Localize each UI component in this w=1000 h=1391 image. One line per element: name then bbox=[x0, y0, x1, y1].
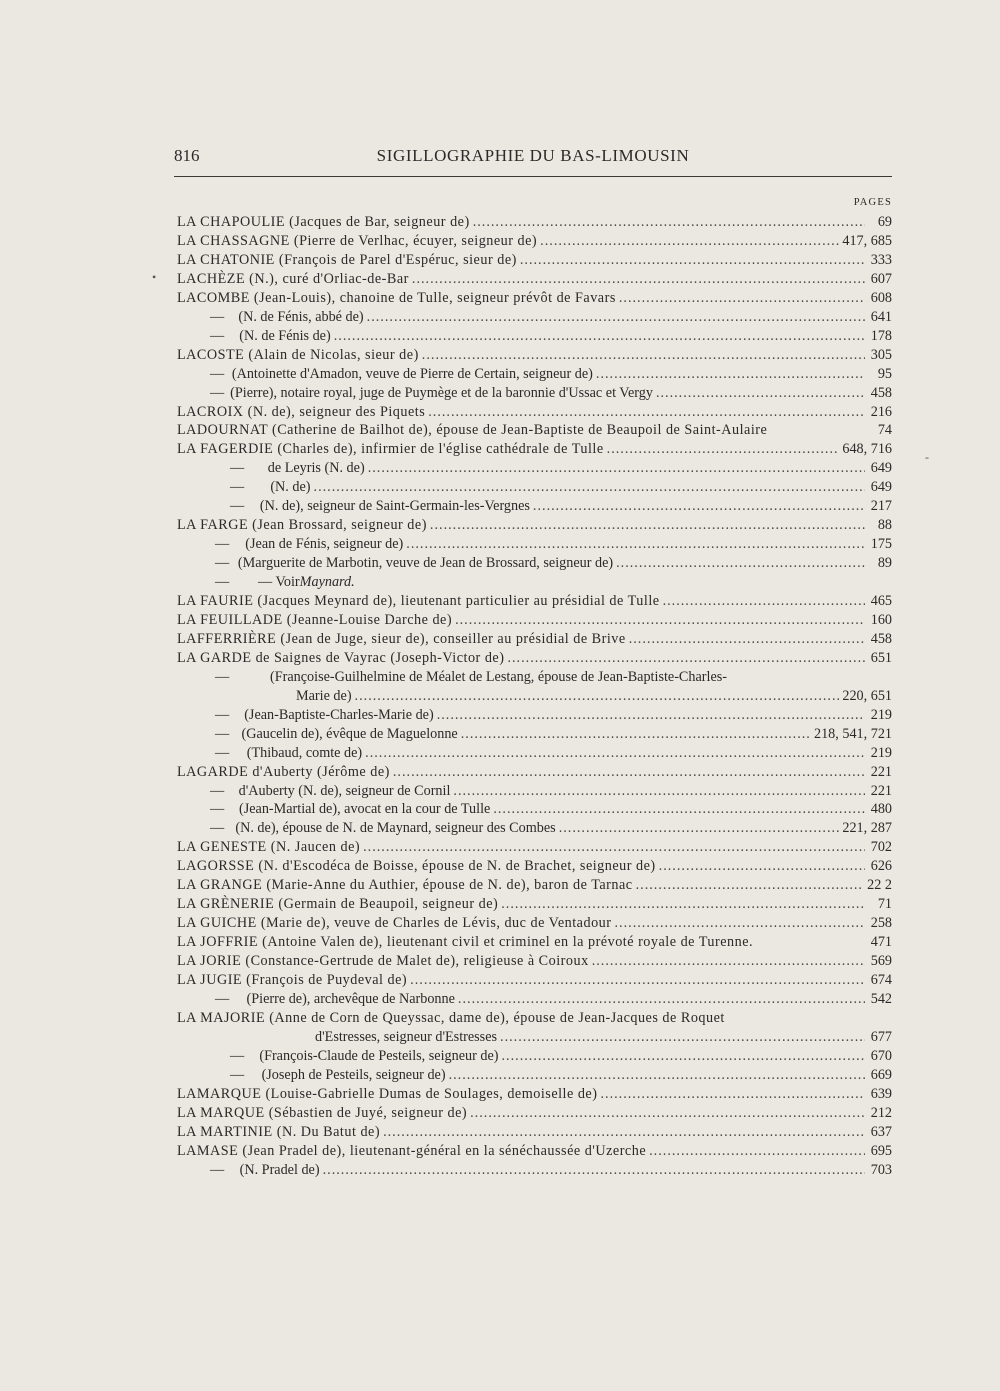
leader-dots bbox=[596, 364, 865, 384]
entry-text: LACOSTE (Alain de Nicolas, sieur de) bbox=[177, 346, 419, 363]
index-entry bbox=[177, 269, 892, 289]
repeat-dash: — bbox=[230, 460, 245, 477]
leader-dots bbox=[323, 1160, 865, 1180]
entry-text: LA JOFFRIE (Antoine Valen de), lieutenant civil et criminel en la prévoté royale de Turenne. bbox=[177, 934, 754, 951]
entry-text: d'Estresses, seigneur d'Estresses bbox=[315, 1028, 498, 1045]
leader-dots bbox=[663, 591, 865, 611]
leader-dots bbox=[559, 818, 840, 838]
page-reference: 212 bbox=[870, 1104, 892, 1121]
leader-dots bbox=[500, 1027, 865, 1047]
leader-dots bbox=[422, 345, 865, 365]
index-subentry bbox=[210, 799, 892, 819]
page-reference: 74 bbox=[877, 422, 892, 439]
index-entry bbox=[177, 648, 892, 668]
leader-dots bbox=[368, 458, 865, 478]
entry-text: de Leyris (N. de) bbox=[267, 460, 365, 477]
page-reference: 219 bbox=[870, 706, 892, 723]
index-entry bbox=[177, 1008, 892, 1028]
page-reference: 637 bbox=[870, 1123, 892, 1140]
page-reference: 695 bbox=[870, 1142, 892, 1159]
page-reference: 458 bbox=[870, 630, 892, 647]
entry-text: LA JUGIE (François de Puydeval de) bbox=[177, 972, 408, 988]
index-entry bbox=[177, 932, 892, 952]
page-header bbox=[172, 146, 894, 168]
index-entry bbox=[177, 231, 892, 251]
page-reference: 221 bbox=[870, 763, 892, 780]
leader-dots bbox=[383, 1122, 865, 1142]
index-subentry bbox=[230, 477, 892, 497]
repeat-dash: — bbox=[230, 479, 245, 496]
page-reference: 480 bbox=[870, 801, 892, 818]
page-reference: 220, 651 bbox=[842, 687, 892, 704]
index-entry bbox=[177, 288, 892, 308]
index-entry-continuation bbox=[315, 1027, 892, 1047]
index-entry bbox=[177, 875, 892, 895]
leader-dots bbox=[533, 496, 865, 516]
index-subentry bbox=[215, 553, 892, 573]
entry-text: (Thibaud, comte de) bbox=[246, 744, 363, 761]
page-reference: 648, 716 bbox=[842, 441, 892, 458]
index-subentry bbox=[215, 667, 892, 687]
entry-text: (Françoise-Guilhelmine de Méalet de Lestang, épouse de Jean-Baptiste-Charles- bbox=[270, 668, 727, 685]
page-reference: 608 bbox=[870, 289, 892, 306]
index-subentry bbox=[210, 818, 892, 838]
leader-dots bbox=[493, 799, 865, 819]
repeat-dash: — bbox=[215, 990, 230, 1007]
repeat-dash: — bbox=[230, 1066, 245, 1083]
repeat-dash: — bbox=[210, 327, 225, 344]
repeat-dash: — bbox=[230, 498, 245, 515]
repeat-dash: — bbox=[210, 820, 225, 837]
pages-column-label: PAGES bbox=[853, 197, 892, 208]
entry-text: LA FAGERDIE (Charles de), infirmier de l'église cathédrale de Tulle bbox=[177, 441, 604, 458]
index-subentry bbox=[215, 989, 892, 1009]
margin-mark: • bbox=[152, 270, 157, 284]
entry-text: (N. de) bbox=[270, 479, 311, 496]
index-entry bbox=[177, 610, 892, 630]
index-entry bbox=[177, 894, 892, 914]
index-subentry bbox=[210, 307, 892, 327]
index-subentry bbox=[230, 496, 892, 516]
index-entry bbox=[177, 837, 892, 857]
index-entry bbox=[177, 345, 892, 365]
page-reference: 702 bbox=[870, 839, 892, 856]
entry-text: (Antoinette d'Amadon, veuve de Pierre de Certain, seigneur de) bbox=[231, 365, 593, 382]
repeat-dash: — bbox=[215, 555, 230, 572]
entry-text: LA MAJORIE (Anne de Corn de Queyssac, dame de), épouse de Jean-Jacques de Roquet bbox=[177, 1009, 725, 1026]
leader-dots bbox=[428, 402, 865, 422]
repeat-dash: — bbox=[215, 725, 230, 742]
page-reference: 674 bbox=[870, 972, 892, 988]
page-reference: 258 bbox=[870, 915, 892, 932]
entry-text: (Jean-Martial de), avocat en la cour de Tulle bbox=[238, 801, 491, 818]
leader-dots bbox=[619, 288, 865, 308]
entry-text: LA CHASSAGNE (Pierre de Verlhac, écuyer, seigneur de) bbox=[177, 232, 538, 249]
page-reference: 569 bbox=[870, 953, 892, 970]
entry-text: (Jean-Baptiste-Charles-Marie de) bbox=[244, 706, 434, 723]
leader-dots bbox=[502, 1046, 866, 1066]
index-subentry bbox=[215, 705, 892, 725]
entry-text: (Pierre), notaire royal, juge de Puymège et de la baronnie d'Ussac et Vergy bbox=[230, 384, 653, 401]
repeat-dash: — bbox=[230, 1047, 245, 1064]
running-title: SIGILLOGRAPHIE DU BAS-LIMOUSIN bbox=[376, 146, 690, 165]
leader-dots bbox=[607, 439, 840, 459]
entry-text: LA FEUILLADE (Jeanne-Louise Darche de) bbox=[177, 611, 453, 628]
entry-text: LA CHAPOULIE (Jacques de Bar, seigneur de) bbox=[177, 214, 470, 230]
index-subentry bbox=[230, 458, 892, 478]
index-entry-continuation bbox=[296, 686, 892, 706]
page-number: 816 bbox=[174, 146, 200, 165]
entry-text: LAFFERRIÈRE (Jean de Juge, sieur de), conseiller au présidial de Brive bbox=[177, 630, 626, 647]
index-entry bbox=[177, 1084, 892, 1104]
index-subentry bbox=[210, 383, 892, 403]
index-subentry bbox=[215, 743, 892, 763]
leader-dots bbox=[501, 894, 865, 914]
page-reference: 216 bbox=[870, 403, 892, 420]
leader-dots bbox=[636, 875, 865, 895]
repeat-dash: — bbox=[215, 744, 230, 761]
entry-text: (Pierre de), archevêque de Narbonne bbox=[246, 990, 455, 1007]
entry-text: LA FARGE (Jean Brossard, seigneur de) bbox=[177, 517, 427, 534]
entry-text: (Jean de Fénis, seigneur de) bbox=[245, 536, 404, 553]
index-entry bbox=[177, 591, 892, 611]
entry-text: LACROIX (N. de), seigneur des Piquets bbox=[177, 403, 426, 420]
page-reference: 670 bbox=[870, 1047, 892, 1064]
entry-text: LA GARDE de Saignes de Vayrac (Joseph-Victor de) bbox=[177, 649, 505, 666]
page-reference: 218, 541, 721 bbox=[813, 725, 892, 742]
index-subentry bbox=[230, 1065, 892, 1085]
leader-dots bbox=[507, 648, 865, 668]
page-reference: 333 bbox=[870, 251, 892, 268]
leader-dots bbox=[470, 1103, 865, 1123]
page-reference: 651 bbox=[870, 649, 892, 666]
page-reference: 217 bbox=[870, 498, 892, 515]
index-entry bbox=[177, 1141, 892, 1161]
page-reference: 458 bbox=[870, 384, 892, 401]
index-entry bbox=[177, 515, 892, 535]
page-reference: 175 bbox=[870, 536, 892, 553]
leader-dots bbox=[412, 269, 865, 289]
page-reference: 219 bbox=[870, 744, 892, 761]
page-reference: 677 bbox=[870, 1028, 892, 1045]
page-reference: 88 bbox=[877, 517, 892, 534]
index-entry bbox=[177, 1122, 892, 1142]
entry-text: d'Auberty (N. de), seigneur de Cornil bbox=[238, 782, 451, 799]
page-reference: 221, 287 bbox=[842, 820, 892, 837]
leader-dots bbox=[461, 724, 811, 744]
leader-dots bbox=[649, 1141, 865, 1161]
repeat-dash: — bbox=[210, 308, 225, 325]
index-entry bbox=[177, 913, 892, 933]
leader-dots bbox=[592, 951, 865, 971]
page-reference: 641 bbox=[870, 308, 892, 325]
repeat-dash: — bbox=[210, 384, 225, 401]
index-subentry bbox=[215, 724, 892, 744]
entry-text: LA GRÈNERIE (Germain de Beaupoil, seigneur de) bbox=[177, 896, 499, 913]
index-subentry bbox=[210, 1160, 892, 1180]
entry-text: (N. de), épouse de N. de Maynard, seigneur des Combes bbox=[235, 820, 556, 837]
index-entry bbox=[177, 629, 892, 649]
entry-text: LA MARTINIE (N. Du Batut de) bbox=[177, 1123, 381, 1140]
entry-text: LAMARQUE (Louise-Gabrielle Dumas de Soulages, demoiselle de) bbox=[177, 1085, 598, 1102]
leader-dots bbox=[455, 610, 865, 630]
leader-dots bbox=[629, 629, 865, 649]
leader-dots bbox=[430, 515, 865, 535]
index-entry bbox=[177, 1103, 892, 1123]
index-subentry bbox=[215, 534, 892, 554]
entry-reference: Maynard. bbox=[299, 574, 355, 591]
page-reference: 649 bbox=[870, 479, 892, 496]
repeat-dash: — bbox=[215, 706, 230, 723]
entry-text: LA MARQUE (Sébastien de Juyé, seigneur de) bbox=[177, 1104, 468, 1121]
page-reference: 417, 685 bbox=[842, 232, 892, 249]
index-entry bbox=[177, 212, 892, 232]
entry-text: Marie de) bbox=[296, 687, 352, 704]
page-reference: 71 bbox=[877, 896, 892, 913]
leader-dots bbox=[365, 743, 865, 763]
repeat-dash: — bbox=[210, 782, 225, 799]
index-entry bbox=[177, 420, 892, 440]
leader-dots bbox=[437, 705, 865, 725]
page-reference: 22 2 bbox=[867, 877, 892, 894]
entry-text: LACOMBE (Jean-Louis), chanoine de Tulle, seigneur prévôt de Favars bbox=[177, 289, 616, 306]
index-subentry bbox=[230, 1046, 892, 1066]
index-subentry bbox=[210, 364, 892, 384]
repeat-dash: — bbox=[215, 536, 230, 553]
page-reference: 649 bbox=[870, 460, 892, 477]
leader-dots bbox=[520, 250, 865, 270]
entry-text: LA JORIE (Constance-Gertrude de Malet de), religieuse à Coiroux bbox=[177, 953, 589, 970]
leader-dots bbox=[410, 970, 865, 990]
index-subentry bbox=[210, 326, 892, 346]
index-subentry bbox=[215, 572, 892, 592]
repeat-dash: — bbox=[215, 574, 230, 591]
leader-dots bbox=[473, 212, 865, 232]
index-entry bbox=[177, 951, 892, 971]
leader-dots bbox=[449, 1065, 865, 1085]
leader-dots bbox=[600, 1084, 865, 1104]
entry-text: LA CHATONIE (François de Parel d'Espéruc, sieur de) bbox=[177, 251, 517, 268]
entry-text: LAGARDE d'Auberty (Jérôme de) bbox=[177, 763, 390, 780]
index-entry bbox=[177, 970, 892, 990]
entry-text: (N. de Fénis de) bbox=[239, 327, 331, 344]
entry-text: LA GRANGE (Marie-Anne du Authier, épouse de N. de), baron de Tarnac bbox=[177, 877, 633, 894]
repeat-dash: — bbox=[215, 668, 230, 685]
index-entry bbox=[177, 439, 892, 459]
entry-text: LA GUICHE (Marie de), veuve de Charles de Lévis, duc de Ventadour bbox=[177, 915, 612, 932]
leader-dots bbox=[458, 989, 865, 1009]
entry-text: (N. Pradel de) bbox=[239, 1161, 320, 1178]
leader-dots bbox=[355, 686, 840, 706]
page-reference: 95 bbox=[877, 365, 892, 382]
page-reference: 639 bbox=[870, 1085, 892, 1102]
entry-text: (François-Claude de Pesteils, seigneur de) bbox=[259, 1047, 499, 1064]
page-reference: 89 bbox=[877, 555, 892, 572]
page-reference: 221 bbox=[870, 782, 892, 799]
entry-text: LADOURNAT (Catherine de Bailhot de), épouse de Jean-Baptiste de Beaupoil de Saint-Aulaire bbox=[177, 422, 768, 439]
index-subentry bbox=[210, 781, 892, 801]
page-reference: 607 bbox=[870, 270, 892, 287]
entry-text: LACHÈZE (N.), curé d'Orliac-de-Bar bbox=[177, 270, 409, 287]
repeat-dash: — bbox=[210, 365, 225, 382]
page-reference: 703 bbox=[870, 1161, 892, 1178]
entry-text: (Joseph de Pesteils, seigneur de) bbox=[261, 1066, 446, 1083]
entry-text: (Marguerite de Marbotin, veuve de Jean de Brossard, seigneur de) bbox=[237, 555, 614, 572]
page-reference: 669 bbox=[870, 1066, 892, 1083]
leader-dots bbox=[453, 781, 865, 801]
leader-dots bbox=[656, 383, 865, 403]
entry-text: — Voir bbox=[258, 574, 300, 591]
page-reference: 542 bbox=[870, 990, 892, 1007]
page-reference: 471 bbox=[870, 934, 892, 951]
margin-mark: - bbox=[925, 450, 929, 464]
header-rule bbox=[174, 176, 892, 177]
leader-dots bbox=[540, 231, 839, 251]
repeat-dash: — bbox=[210, 1161, 225, 1178]
leader-dots bbox=[659, 856, 865, 876]
entry-text: LA FAURIE (Jacques Meynard de), lieutenant particulier au présidial de Tulle bbox=[177, 593, 660, 609]
entry-text: (N. de), seigneur de Saint-Germain-les-Vergnes bbox=[259, 498, 530, 515]
entry-text: LAGORSSE (N. d'Escodéca de Boisse, épouse de N. de Brachet, seigneur de) bbox=[177, 858, 656, 875]
index-entry bbox=[177, 856, 892, 876]
page-reference: 160 bbox=[870, 611, 892, 628]
leader-dots bbox=[314, 477, 865, 497]
leader-dots bbox=[334, 326, 865, 346]
entry-text: LA GENESTE (N. Jaucen de) bbox=[177, 839, 361, 856]
page-reference: 465 bbox=[870, 593, 892, 609]
page-reference: 626 bbox=[870, 858, 892, 875]
index-entry bbox=[177, 762, 892, 782]
leader-dots bbox=[616, 553, 865, 573]
leader-dots bbox=[406, 534, 865, 554]
leader-dots bbox=[393, 762, 865, 782]
page-reference: 178 bbox=[870, 327, 892, 344]
leader-dots bbox=[363, 837, 865, 857]
page-reference: 69 bbox=[877, 214, 892, 230]
index-entry bbox=[177, 402, 892, 422]
entry-text: (Gaucelin de), évêque de Maguelonne bbox=[241, 725, 458, 742]
entry-text: (N. de Fénis, abbé de) bbox=[238, 308, 364, 325]
leader-dots bbox=[615, 913, 866, 933]
page-reference: 305 bbox=[870, 346, 892, 363]
entry-text: LAMASE (Jean Pradel de), lieutenant-général en la sénéchaussée d'Uzerche bbox=[177, 1142, 647, 1159]
leader-dots bbox=[367, 307, 865, 327]
repeat-dash: — bbox=[210, 801, 225, 818]
index-entry bbox=[177, 250, 892, 270]
